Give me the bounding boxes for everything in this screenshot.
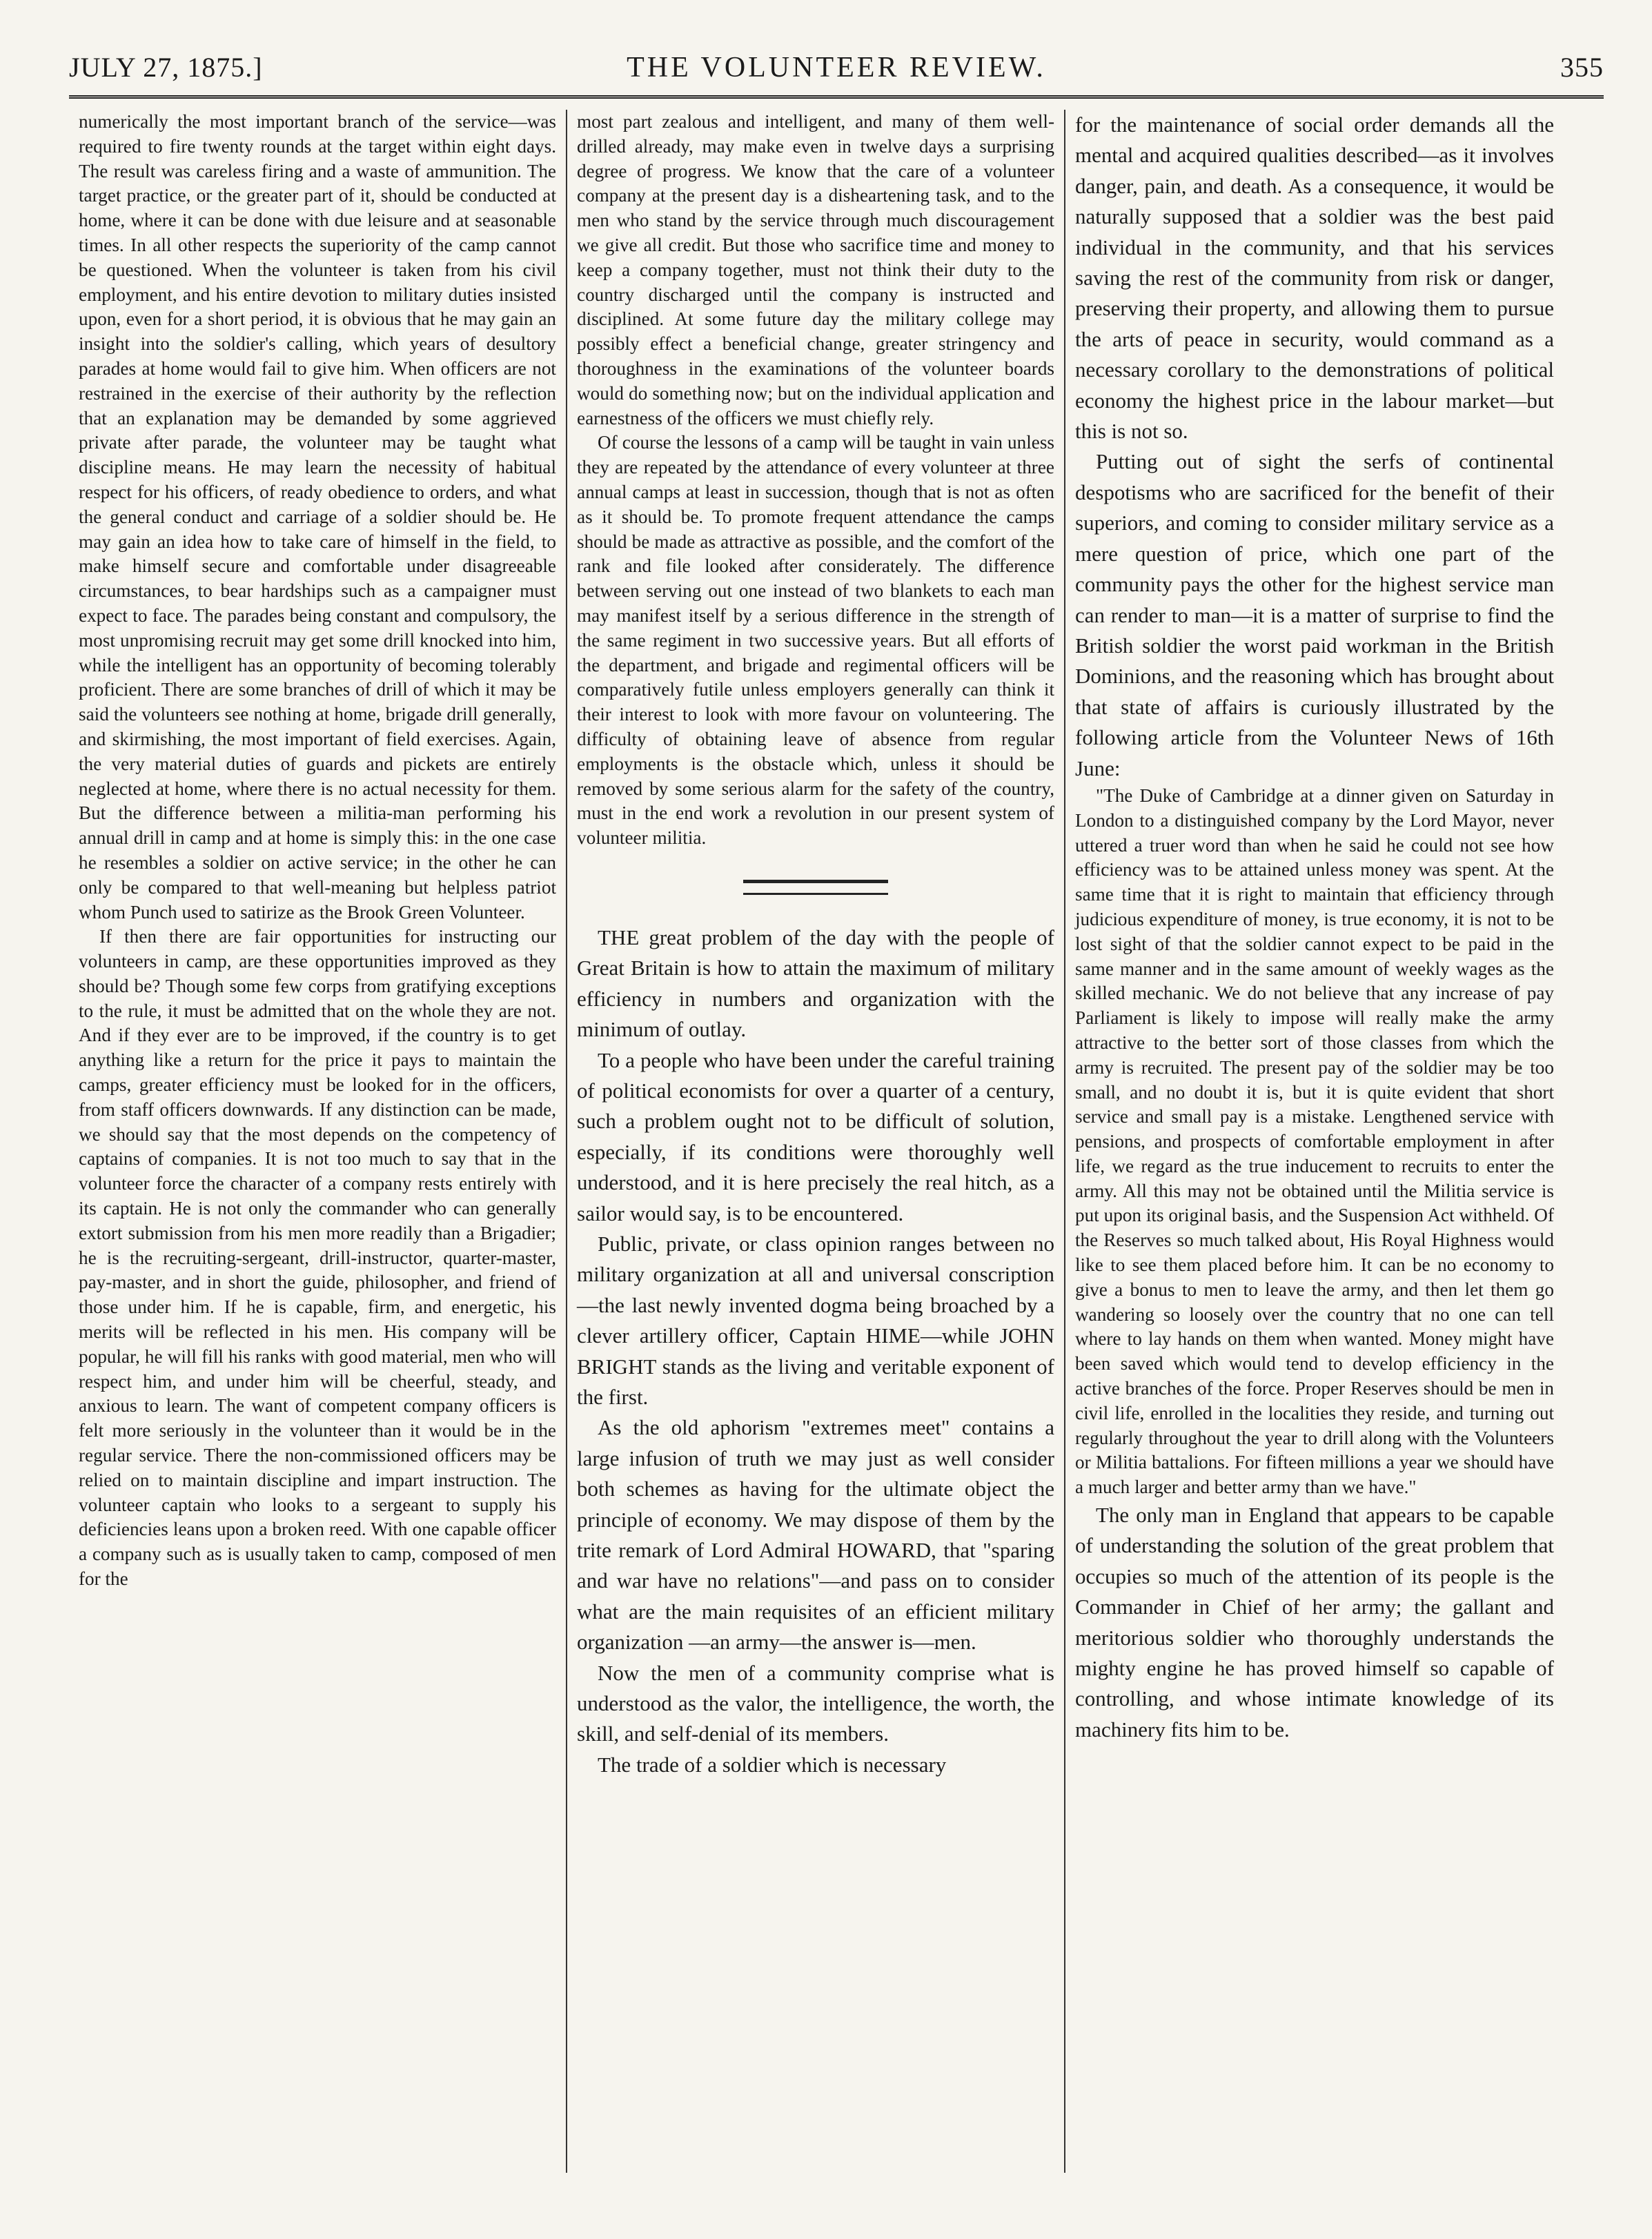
paragraph: Putting out of sight the serfs of continental despotisms who are sacrificed for the benefit of their superiors, and coming to consider military service as a mere question of price, which one part of the community pays the other for the highest service man can render to man—it is a matter of surprise to find the British soldier the worst paid workman in the British Dominions, and the reasoning which has brought about that state of affairs is curiously illustrated by the following article from the Volunteer News of 16th June: xyxy=(1075,449,1554,780)
column-2 xyxy=(567,110,1065,2173)
paragraph: The trade of a soldier which is necessary xyxy=(598,1752,947,1777)
paragraph: for the maintenance of social order demands all the mental and acquired qualities described—as it involves danger, pain, and death. As a consequence, it would be naturally supposed that a soldier was the best paid individual in the community, and that his services saving the rest of the community from risk or danger, preserving their property, and allowing them to pursue the arts of peace in security, would command as a necessary corollary to the demonstrations of political economy the highest price in the labour market—but this is not so. xyxy=(1075,112,1554,444)
publication-title: THE VOLUNTEER REVIEW. xyxy=(627,52,1046,83)
paragraph: most part zealous and intelligent, and many of them well-drilled already, may make even in twelve days a surprising degree of progress. We know that the care of a volunteer company at the present day is a disheartening task, and to the men who stand by the service through much discouragement we give all credit. But those who sacrifice time and money to keep a company together, must not think their duty to the country discharged until the company is instructed and disciplined. At some future day the military college may possibly effect a beneficial change, greater stringency and thoroughness in the examinations of the volunteer boards would do something now; but on the individual application and earnestness of the officers we must chiefly rely. xyxy=(577,111,1054,428)
article-divider xyxy=(743,880,888,895)
paragraph: To a people who have been under the careful training of political economists for over a quarter of a century, such a problem ought not to be difficult of solution, especially, if its conditions were thoroughly well understood, and it is here precisely the real hitch, as a sailor would say, is to be encountered. xyxy=(577,1047,1054,1225)
paragraph: Of course the lessons of a camp will be taught in vain unless they are repeated by the attendance of every volunteer at three annual camps at least in succession, though that is not as often as it should be. To promote frequent attendance the camps should be made as attractive as possible, and the comfort of the rank and file looked after considerately. The difference between serving out one instead of two blankets to each man may manifest itself by a serious difference in the strength of the same regiment in two successive years. But all efforts of the department, and brigade and regimental officers will be comparatively futile unless employers generally can think it their interest to look with more favour on volunteering. The difficulty of obtaining leave of absence from regular employments is the obstacle which, unless it should be removed by some serious alarm for the safety of the country, must in the end work a revolution in our present system of volunteer militia. xyxy=(577,432,1054,849)
paragraph: The only man in England that appears to be capable of understanding the solution of the great problem that occupies so much of the attention of its people is the Commander in Chief of her army; the gallant and meritorious soldier who thoroughly understands the mighty engine he has proved himself so capable of controlling, and whose intimate knowledge of its machinery fits him to be. xyxy=(1075,1503,1554,1742)
column-3 xyxy=(1065,110,1564,2173)
paragraph: As the old aphorism "extremes meet" contains a large infusion of truth we may just as well consider both schemes as having for the ultimate object the principle of economy. We may dispose of them by the trite remark of Lord Admiral HOWARD, that "sparing and war have no relations"—and pass on to consider what are the main requisites of an efficient military organization —an army—the answer is—men. xyxy=(577,1415,1054,1655)
column-2-top-section xyxy=(577,110,1054,851)
paragraph: If then there are fair opportunities for instructing our volunteers in camp, are these opportunities improved as they should be? Though some few corps from gratifying exceptions to the rule, it must be admitted that on the whole they are not. And if they ever are to be improved, if the country is to get anything like a return for the price it pays to maintain the camps, greater efficiency must be looked for in the officers, from staff officers downwards. If any distinction can be made, we should say that the most depends on the competency of captains of companies. It is not too much to say that in the volunteer force the character of a company rests entirely with its captain. He is not only the commander who can generally extort submission from his men more readily than a Brigadier; he is the recruiting-sergeant, drill-instructor, quarter-master, pay-master, and in short the guide, philosopher, and friend of those under him. If he is capable, firm, and energetic, his merits will be reflected in his men. His company will be popular, he will fill his ranks with good material, men who will respect him, and under him will be cheerful, steady, and anxious to learn. The want of competent company officers is felt more seriously in the volunteer than it would be in the regular service. There the non-commissioned officers may be relied on to maintain discipline and impart instruction. The volunteer captain who looks to a sergeant to supply his deficiencies leans upon a broken reed. With one capable officer a company such as is usually taken to camp, composed of men for the xyxy=(79,926,556,1590)
column-1 xyxy=(69,110,567,2173)
paragraph: numerically the most important branch of the service—was required to fire twenty rounds at the target within eight days. The result was careless firing and a waste of ammunition. The target practice, or the greater part of it, should be conducted at home, where it can be done with due leisure and at seasonable times. In all other respects the superiority of the camp cannot be questioned. When the volunteer is taken from his civil employment, and his entire devotion to military duties insisted upon, even for a short period, it is obvious that he may gain an insight into the soldier's calling, which years of desultory parades at home would fail to give him. When officers are not restrained in the exercise of their authority by the reflection that an explanation may be demanded by some aggrieved private after parade, the volunteer may be taught what discipline means. He may learn the necessity of habitual respect for his officers, of ready obedience to orders, and what the general conduct and carriage of a soldier should be. He may gain an idea how to take care of himself in the field, to make himself secure and comfortable under disagreeable circumstances, to bear hardships such as a campaigner must expect to face. The parades being constant and compulsory, the most unpromising recruit may get some drill knocked into him, while the intelligent has an opportunity of becoming tolerably proficient. There are some branches of drill of which it may be said the volunteers see nothing at home, brigade drill generally, and skirmishing, the most important of field exercises. Again, the very material duties of guards and pickets are entirely neglected at home, where there is no actual necessity for them. But the difference between a militia-man performing his annual drill in camp and at home is simply this: in the one case he resembles a soldier on active service; in the other he can only be compared to that well-meaning but helpless patriot whom Punch used to satirize as the Brook Green Volunteer. xyxy=(79,111,556,923)
paragraph: Now the men of a community comprise what is understood as the valor, the intelligence, the worth, the skill, and self-denial of its members. xyxy=(577,1660,1054,1746)
issue-date: JULY 27, 1875.] xyxy=(69,52,263,83)
page-number: 355 xyxy=(1560,52,1604,83)
column-3-lower xyxy=(1075,1500,1554,1745)
page-header xyxy=(69,41,1604,99)
paragraph: THE great problem of the day with the people of Great Britain is how to attain the maximum of military efficiency in numbers and organization with the minimum of outlay. xyxy=(577,925,1054,1042)
paragraph: Public, private, or class opinion ranges between no military organization at all and universal conscription—the last newly invented dogma being broached by a clever artillery officer, Captain HIME—while JOHN BRIGHT stands as the living and veritable exponent of the first. xyxy=(577,1231,1054,1409)
quoted-article xyxy=(1075,784,1554,1500)
article-columns xyxy=(69,110,1604,2173)
editorial-article xyxy=(577,923,1054,1780)
column-3-upper xyxy=(1075,110,1554,784)
paragraph: "The Duke of Cambridge at a dinner given on Saturday in London to a distinguished company by the Lord Mayor, never uttered a truer word than when he said he could not see how efficiency was to be attained unless money was spent. At the same time that it is right to maintain that efficiency through judicious expenditure of money, is true economy, it is not to be lost sight of that the soldier cannot expect to be paid in the same manner and in the same amount of weekly wages as the skilled mechanic. We do not believe that any increase of pay Parliament is likely to impose will really make the army attractive to the better sort of those classes from which the army is recruited. The present pay of the soldier may be too small, and no doubt it is, but it is quite evident that short service and small pay is a mistake. Lengthened service with pensions, and prospects of comfortable employment in after life, we regard as the true inducement to recruits to enter the army. All this may not be obtained until the Militia service is put upon its original basis, and the Suspension Act withheld. Of the Reserves so much talked about, His Royal Highness would like to see them placed before him. It can be no economy to give a bonus to men to leave the army, and then let them go wandering so loosely over the country that no one can tell where to lay hands on them when wanted. Money might have been saved which would tend to develop efficiency in the active branches of the force. Proper Reserves should be men in civil life, enrolled in the localities they reside, and turning out regularly throughout the year to drill along with the Volunteers or Militia battalions. For fifteen millions a year we should have a much larger and better army than we have." xyxy=(1075,785,1554,1498)
